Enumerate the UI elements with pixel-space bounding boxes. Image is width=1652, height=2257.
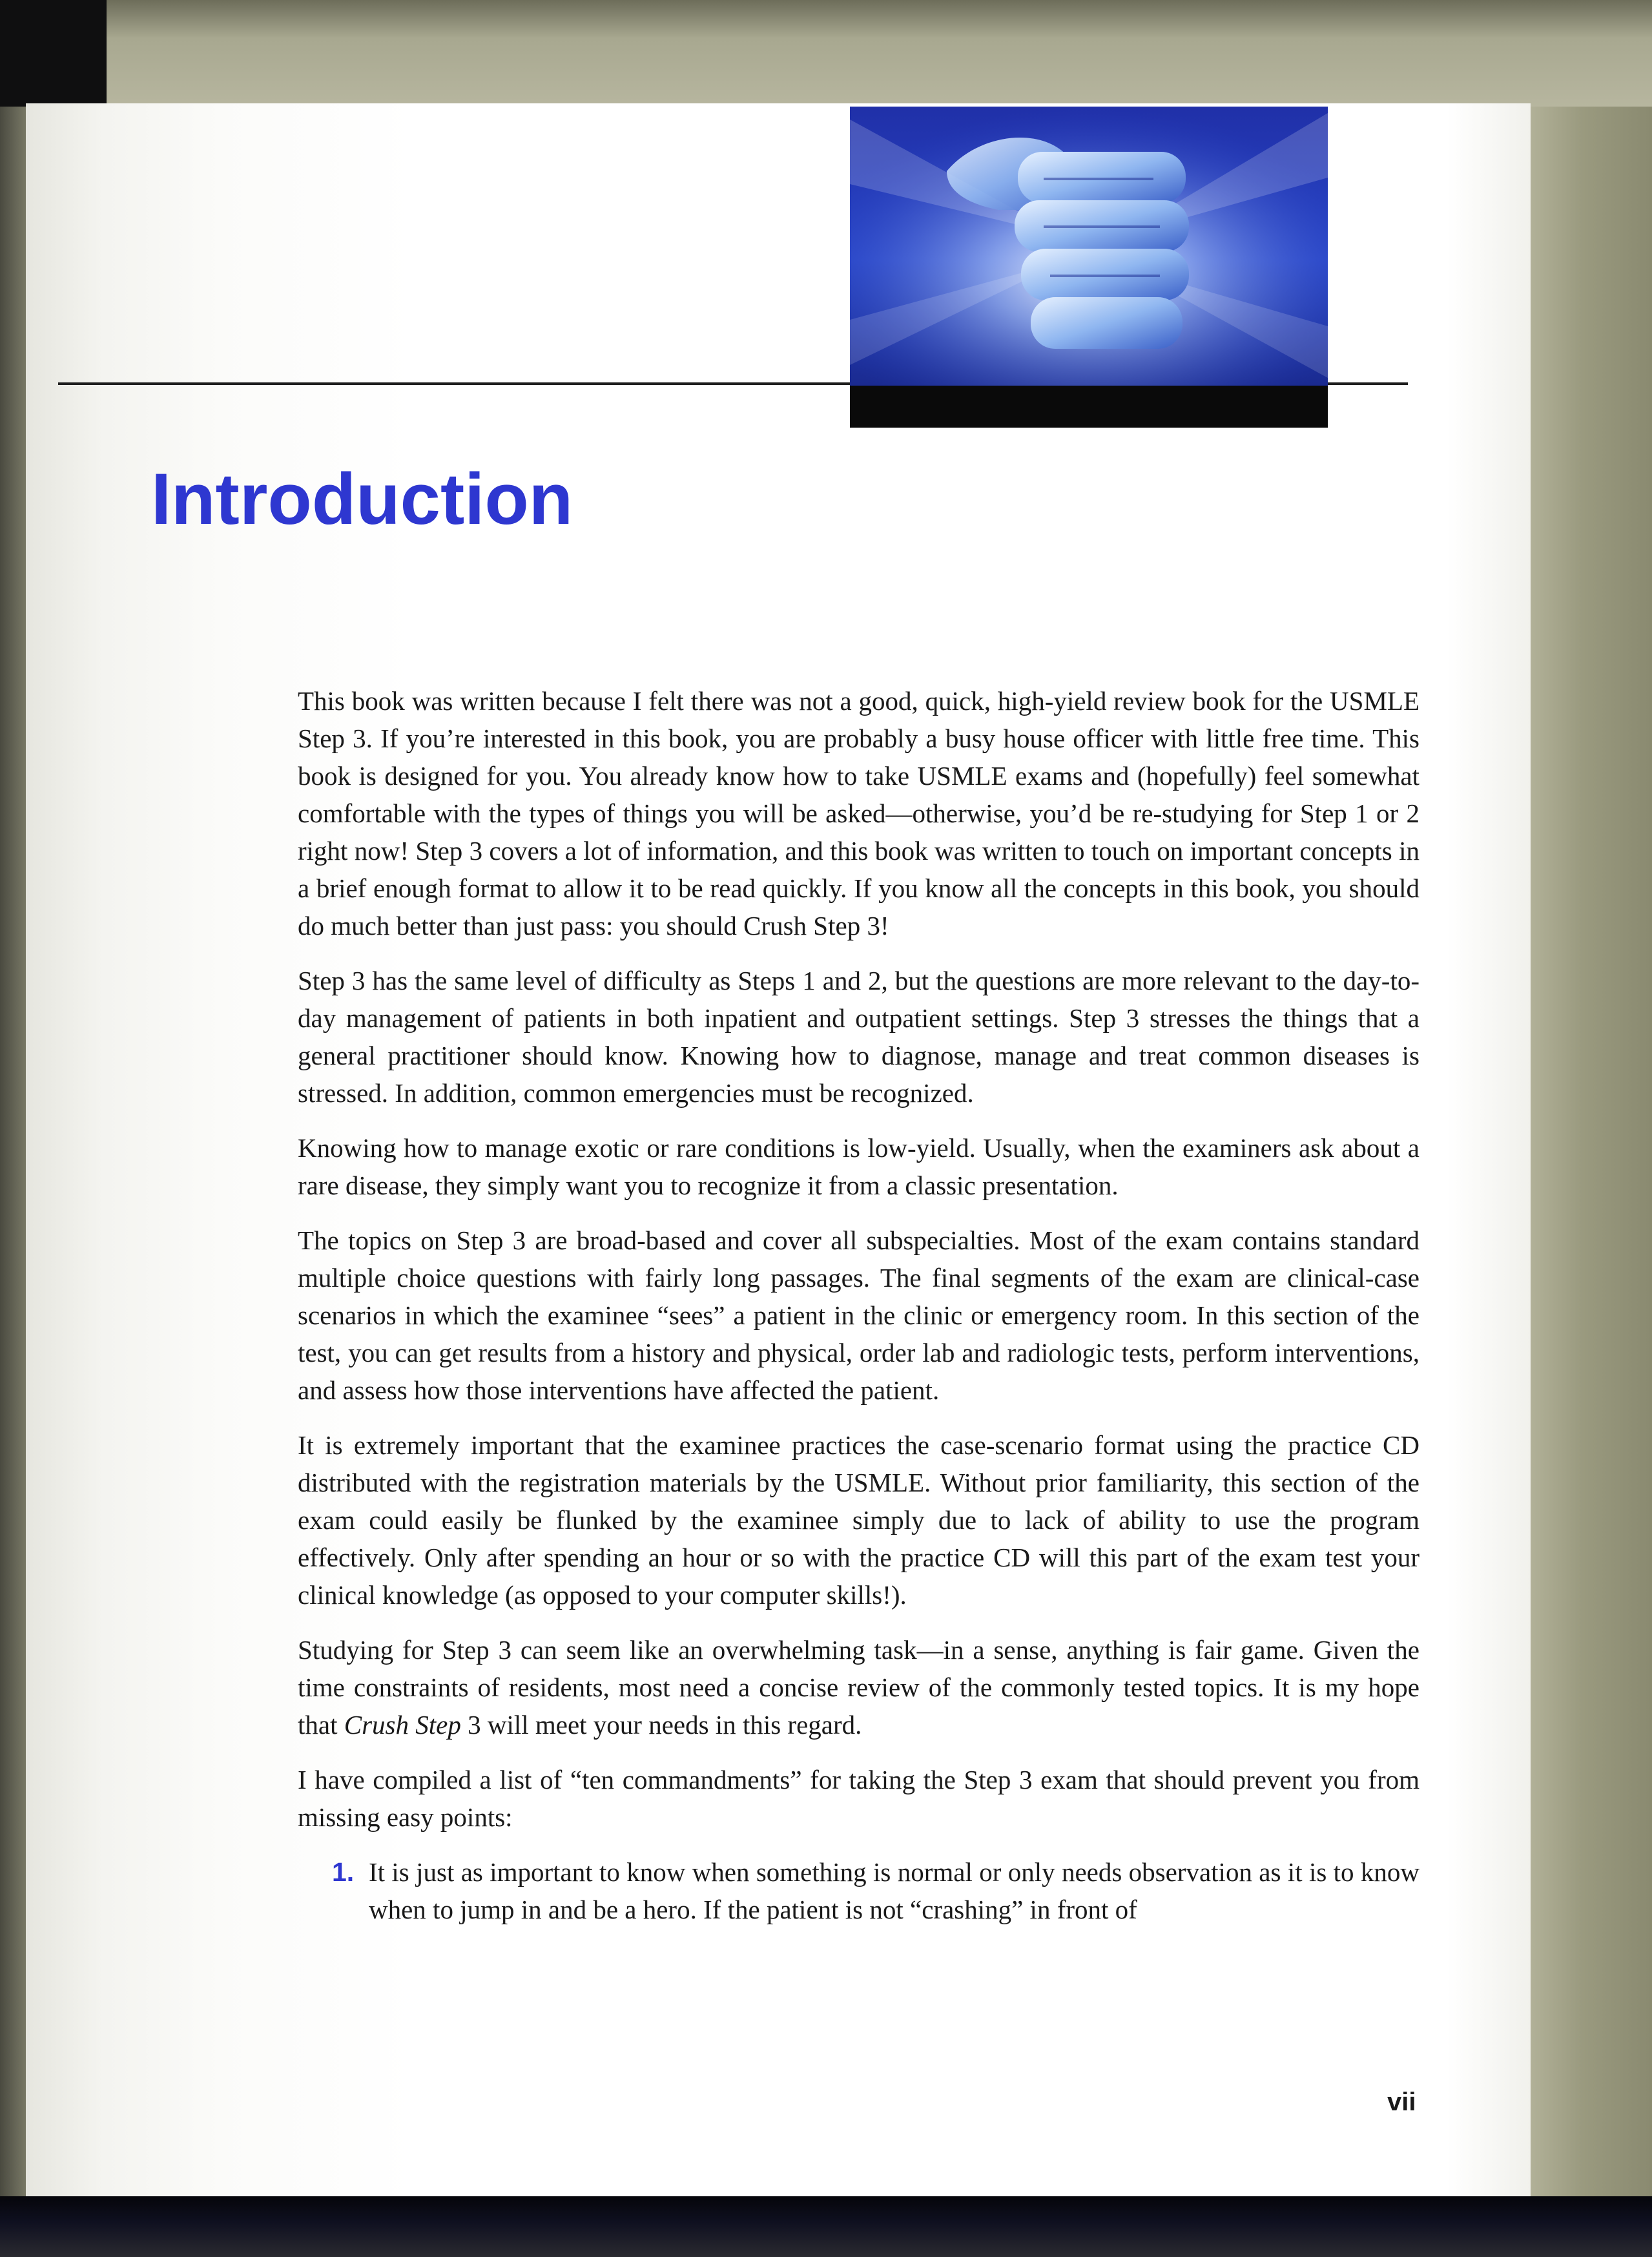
paragraph-1: This book was written because I felt there was not a good, quick, high-yield review book for the USMLE Step 3. If you’re interested in this book, you are probably a busy house officer with little free time. This book is designed for you. You already know how to take USMLE exams and (hopefully) feel somewhat comfortable with the types of things you will be asked—otherwise, you’d be re-studying for Step 1 or 2 right now! Step 3 covers a lot of information, and this book was written to touch on important concepts in a brief enough format to allow it to be read quickly. If you know all the concepts in this book, you should do much better than just pass: you should Crush Step 3! (298, 686, 1420, 941)
paragraph-6-end: 3 will meet your needs in this regard. (460, 1710, 862, 1740)
list-number: 1. (332, 1857, 355, 1887)
scan-top-shadow (0, 0, 1652, 107)
fist-photo (850, 107, 1328, 386)
paragraph-7: I have compiled a list of “ten commandments” for taking the Step 3 exam that should prevent you from missing easy points: (298, 1765, 1420, 1832)
paragraph-3: Knowing how to manage exotic or rare conditions is low-yield. Usually, when the examiners ask about a rare disease, they simply want you to recognize it from a classic presentation. (298, 1133, 1420, 1200)
paragraph-4: The topics on Step 3 are broad-based and cover all subspecialties. Most of the exam contains standard multiple choice questions with fairly long passages. The final segments of the exam are clinical-case scenarios in which the examinee “sees” a patient in the clinic or emergency room. In this section of the test, you can get results from a history and physical, order lab and radiologic tests, perform interventions, and assess how those interventions have affected the patient. (298, 1225, 1420, 1405)
scan-corner-shadow (0, 0, 107, 107)
chapter-title: Introduction (151, 459, 573, 539)
paragraph-6-start: Studying for Step 3 can seem like an overwhelming task—in a sense, anything is fair game. Given the time constraints of residents, most need a concise review of the commonly tested topics. It is my hope that (298, 1635, 1420, 1740)
page-number: vii (1387, 2088, 1416, 2116)
list-item-text: It is just as important to know when something is normal or only needs observation as it is to know when to jump in and be a hero. If the patient is not “crashing” in front of (369, 1857, 1420, 1924)
fist-illustration (850, 107, 1328, 386)
paragraph-5: It is extremely important that the examinee practices the case-scenario format using the practice CD distributed with the registration materials by the USMLE. Without prior familiarity, this section of the exam could easily be flunked by the examinee simply due to lack of ability to use the program effectively. Only after spending an hour or so with the practice CD will this part of the exam test your clinical knowledge (as opposed to your computer skills!). (298, 1430, 1420, 1610)
body-text (298, 682, 1420, 1928)
list-item (298, 1853, 1420, 1928)
scan-bottom-shadow (0, 2196, 1652, 2257)
paragraph-2: Step 3 has the same level of difficulty as Steps 1 and 2, but the questions are more relevant to the day-to-day management of patients in both inpatient and outpatient settings. Step 3 stresses the things that a general practitioner should know. Knowing how to diagnose, manage and treat common diseases is stressed. In addition, common emergencies must be recognized. (298, 966, 1420, 1108)
paragraph-6 (298, 1631, 1420, 1743)
photo-base-bar (850, 386, 1328, 428)
book-title-italic: Crush Step (344, 1710, 461, 1740)
